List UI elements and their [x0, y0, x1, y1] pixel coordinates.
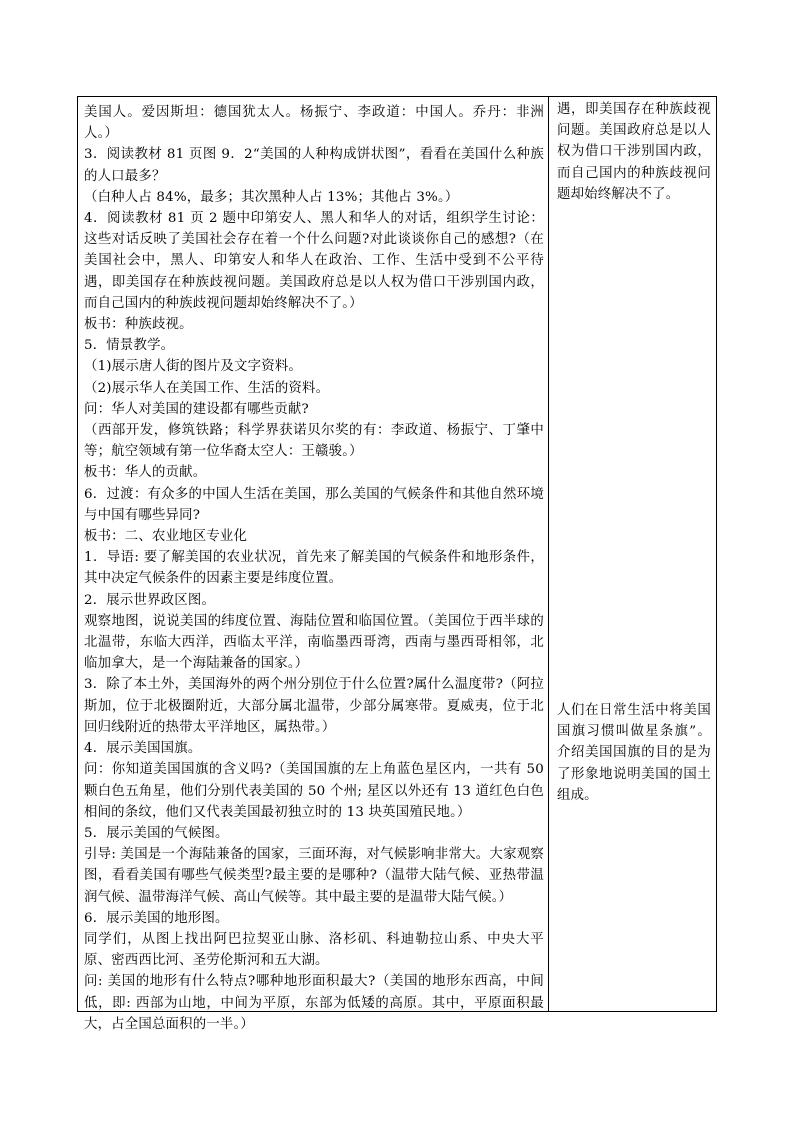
paragraph: （1)展示唐人街的图片及文字资料。	[84, 359, 303, 375]
paragraph: 观察地图，说说美国的纬度位置、海陆位置和临国位置。（美国位于西半球的北温带，东临大西洋，西临太平洋，南临墨西哥湾，西南与墨西哥相邻，北临加拿大，是一个海陆兼备的国家。）	[84, 613, 544, 672]
board-note: 板书：华人的贡献。	[84, 465, 207, 481]
board-note: 板书：种族歧视。	[84, 317, 193, 333]
board-note: 板书：二、农业地区专业化	[84, 529, 248, 545]
answer: （西部开发，修筑铁路；科学界获诺贝尔奖的有：李政道、杨振宁、丁肇中等；航空领域有第一位华裔太空人：王赣骏。）	[84, 423, 544, 460]
teaching-content-cell	[78, 97, 549, 1032]
paragraph: 5．展示美国的气候图。	[84, 825, 229, 841]
paragraph: 4．展示美国国旗。	[84, 741, 202, 757]
paragraph: 2．展示世界政区图。	[84, 592, 216, 608]
paragraph: 1．导语: 要了解美国的农业状况，首先来了解美国的气候条件和地形条件，其中决定气候条件的因素主要是纬度位置。	[84, 550, 544, 587]
paragraph: （白种人占 84%，最多；其次黑种人占 13%；其他占 3%。）	[84, 189, 459, 205]
design-intent-cell	[549, 97, 716, 1011]
question: 问: 美国的地形有什么特点?哪种地形面积最大?（美国的地形东西高，中间低，即: 西部为山地，中间为平原，东部为低矮的高原。其中，平原面积最大，占全国总面积的一半。）	[84, 974, 544, 1032]
side-note: 遇，即美国存在种族歧视问题。美国政府总是以人权为借口干涉别国内政，而自己国内的种族歧视问题却始终解决不了。	[557, 102, 711, 202]
paragraph: 引导: 美国是一个海陆兼备的国家，三面环海，对气候影响非常大。大家观察图，看看美国有哪些气候类型?最主要的是哪种?（温带大陆气候、亚热带温润气候、温带海洋气候、高山气候等。其中最主要的是温带大陆气候。）	[84, 847, 544, 905]
paragraph: 4．阅读教材 81 页 2 题中印第安人、黑人和华人的对话，组织学生讨论：这些对话反映了美国社会存在着一个什么问题?对此谈谈你自己的感想?（在美国社会中，黑人、印第安人和华人在政治、工作、生活中受到不公平待遇，即美国存在种族歧视问题。美国政府总是以人权为借口干涉别国内政，而自己国内的种族歧视问题却始终解决不了。）	[84, 211, 544, 311]
paragraph: 同学们，从图上找出阿巴拉契亚山脉、洛杉矶、科迪勒拉山系、中央大平原、密西西比河、圣劳伦斯河和五大湖。	[84, 931, 544, 969]
paragraph: 美国人。爱因斯坦：德国犹太人。杨振宁、李政道：中国人。乔丹：非洲人。）	[84, 105, 544, 142]
question: 问：华人对美国的建设都有哪些贡献?	[84, 401, 309, 417]
paragraph: 6．过渡：有众多的中国人生活在美国，那么美国的气候条件和其他自然环境与中国有哪些异同?	[84, 486, 544, 523]
question: 问：你知道美国国旗的含义吗?（美国国旗的左上角蓝色星区内，一共有 50 颗白色五角星，他们分别代表美国的 50 个州; 星区以外还有 13 道红色白色相间的条纹，他们又代表美国最初独立时的 13 块英国殖民地。）	[84, 762, 549, 820]
paragraph: 3．除了本土外，美国海外的两个州分别位于什么位置?属什么温度带?（阿拉斯加，位于北极圈附近，大部分属北温带，少部分属寒带。夏威夷，位于北回归线附近的热带太平洋地区，属热带。）	[84, 677, 544, 735]
lesson-plan-table	[77, 96, 717, 1032]
side-note: 人们在日常生活中将美国国旗习惯叫做星条旗”。介绍美国国旗的目的是为了形象地说明美国的国土组成。	[557, 703, 711, 803]
paragraph: （2)展示华人在美国工作、生活的资料。	[84, 380, 330, 396]
paragraph: 6．展示美国的地形图。	[84, 910, 229, 926]
paragraph: 5．情景教学。	[84, 338, 175, 354]
paragraph: 3．阅读教材 81 页图 9．2“美国的人种构成饼状图”，看看在美国什么种族的人口最多？	[84, 147, 544, 184]
